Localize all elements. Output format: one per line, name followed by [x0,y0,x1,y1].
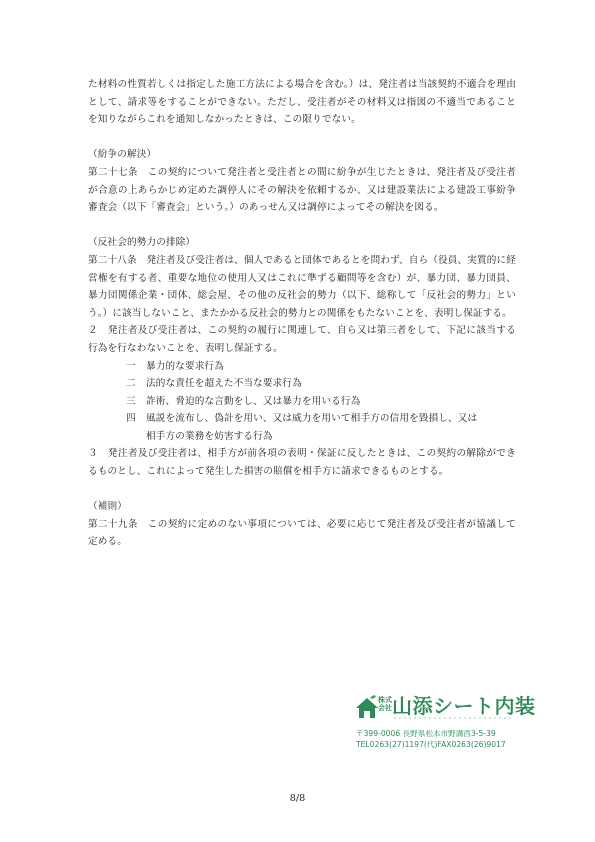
paragraph-continuation: た材料の性質若しくは指定した施工方法による場合を含む。）は、発注者は当該契約不適合を理由として、請求等をすることができない。ただし、受注者がその材料又は指図の不適当であることを知りながらこれを通知しなかったときは、この限りでない。 [88,79,516,126]
page-number: 8/8 [289,793,306,804]
company-contact [356,728,506,750]
list-item-continuation: 相手方の業務を妨害する行為 [146,430,273,442]
article-29: 第二十九条 この契約に定めのない事項については、必要に応じて発注者及び受注者が協議して定める。 [88,518,516,548]
list-item: 一 暴力的な要求行為 [126,360,224,372]
company-address: 〒399-0006 長野県松本市野溝西3-5-39 [356,729,496,738]
contract-body [88,76,516,551]
company-house-icon [354,694,380,720]
article-27: 第二十七条 この契約について発注者と受注者との間に紛争が生じたときは、発注者及び受注者が合意の上あらかじめ定めた調停人にその解決を依頼するか、又は建設業法による建設工事紛争審査会（以下「審査会」という。）のあっせん又は調停によってその解決を図る。 [88,166,516,214]
list-item: 二 法的な責任を超えた不当な要求行為 [126,378,302,390]
list-item: 四 風説を流布し、偽計を用い、又は威力を用いて相手方の信用を毀損し、又は [126,413,478,425]
company-type: 株式会社 [378,696,392,712]
article-28-clause-3: ３ 発注者及び受注者は、相手方が前各項の表明・保証に反したときは、この契約の解除ができるものとし、これによって発生した損害の賠償を相手方に請求できるものとする。 [88,448,516,478]
article-28-clause-2: ２ 発注者及び受注者は、この契約の履行に関連して、自ら又は第三者をして、下記に該当する行為を行なわないことを、表明し保証する。 [88,325,516,354]
company-logo-block [354,690,534,770]
heading-article-29: （補則） [88,501,127,513]
article-28: 第二十八条 発注者及び受注者は、個人であると団体であるとを問わず、自ら（役員、実質的に経営権を有する者、重要な地位の使用人又はこれに準ずる顧問等を含む）が、暴力団、暴力団員、暴力団関係企業・団体、総会屋、その他の反社会的勢力（以下、総称して「反社会的勢力」という。）に該当しないこと、またかかる反社会的勢力との関係をもたないことを、表明し保証する。 [88,254,516,319]
list-item: 三 詐術、脅迫的な言動をし、又は暴力を用いる行為 [126,395,361,407]
prohibited-acts-list [88,358,516,446]
logo-underline-decoration [394,716,514,720]
heading-article-28: （反社会的勢力の排除） [88,237,196,249]
company-name: 山添シート内装 [392,694,536,718]
company-phone: TEL0263(27)1197(代)FAX0263(26)9017 [356,740,506,749]
heading-article-27: （紛争の解決） [88,149,157,161]
